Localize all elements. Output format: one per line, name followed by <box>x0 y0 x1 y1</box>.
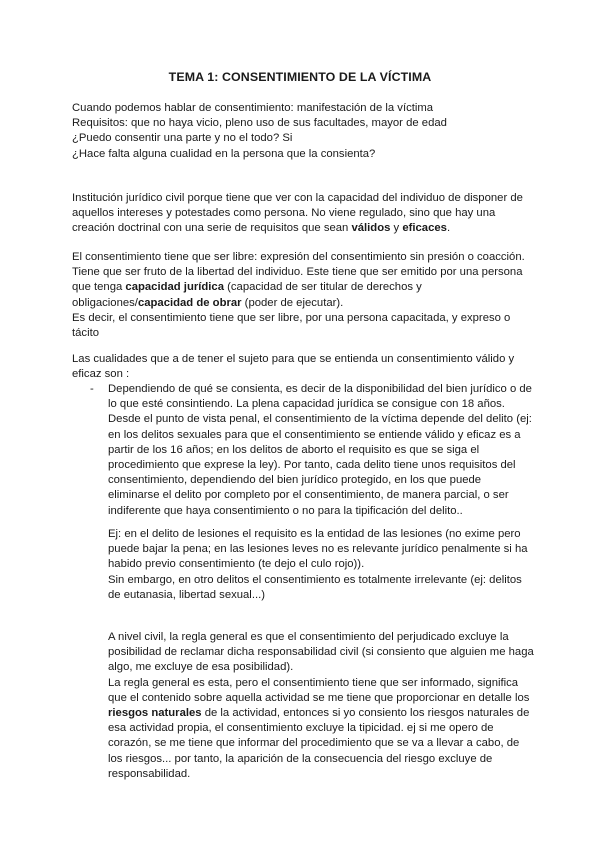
text-run: (capacidad de ser titular de derechos y <box>223 281 422 294</box>
text-run: . <box>446 222 451 235</box>
civil-line: algo, me excluye de esa posibilidad). <box>108 661 294 674</box>
bullet-line: Desde el punto de vista penal, el consentimiento de la víctima depende del delito (ej: <box>108 413 532 426</box>
text-run: obligaciones/ <box>72 296 138 309</box>
intro-block <box>72 101 530 162</box>
civil-line: los riesgos... por tanto, la aparición de la consecuencia del riesgo excluye de <box>108 752 493 765</box>
civil-line: posibilidad de reclamar dicha responsabilidad civil (si consiento que alguien me haga <box>108 646 534 659</box>
list-bullet-dash: - <box>90 383 94 395</box>
paragraph-line <box>72 296 530 311</box>
bullet-line: procedimiento que exprese la ley). Por tanto, cada delito tiene unos requisitos del <box>108 459 516 472</box>
bold-term: válidos <box>351 222 391 235</box>
intro-line: Cuando podemos hablar de consentimiento: manifestación de la víctima <box>72 102 434 114</box>
paragraph-line: Es decir, el consentimiento tiene que ser libre, por una persona capacitada, y expreso o <box>72 311 511 324</box>
bullet-item <box>108 382 530 519</box>
page-title: TEMA 1: CONSENTIMIENTO DE LA VÍCTIMA <box>168 70 432 84</box>
text-run: que tenga <box>72 281 126 294</box>
example-line: Ej: en el delito de lesiones el requisito es la entidad de las lesiones (no exime pero <box>108 528 521 540</box>
bold-term: capacidad jurídica <box>125 281 224 294</box>
paragraph-line <box>72 221 530 236</box>
paragraph-cualidades <box>72 352 530 382</box>
paragraph-line: Las cualidades que a de tener el sujeto para que se entienda un consentimiento válido y <box>72 353 515 365</box>
paragraph-line: El consentimiento tiene que ser libre: expresión del consentimiento sin presión o coacción. <box>72 251 525 263</box>
civil-line: esa actividad propia, el consentimiento excluye la tipicidad. ej si me opero de <box>108 722 494 735</box>
bullet-line: partir de los 16 años; en los delitos de aborto el requisito es que se siga el <box>108 443 480 456</box>
civil-line <box>108 706 530 721</box>
paragraph-libre <box>72 250 530 341</box>
bullet-line: eliminarse el delito por completo por el consentimiento, de manera parcial, o ser <box>108 489 509 502</box>
civil-line: A nivel civil, la regla general es que el consentimiento del perjudicado excluye la <box>108 631 509 643</box>
paragraph-line: Tiene que ser fruto de la libertad del individuo. Este tiene que ser emitido por una persona <box>72 266 523 279</box>
paragraph-line: eficaz son : <box>72 368 130 381</box>
paragraph-line: aquellos intereses y potestades como persona. No viene regulado, sino que hay una <box>72 207 496 220</box>
bullet-line: lo que esté consintiendo. La plena capacidad jurídica se consigue con 18 años. <box>108 398 505 411</box>
paragraph-line: tácito <box>72 327 100 340</box>
bullet-line: en los delitos sexuales para que el consentimiento se entiende válido y eficaz es a <box>108 428 521 441</box>
civil-line: La regla general es esta, pero el consentimiento tiene que ser informado, significa <box>108 676 519 689</box>
bold-term: capacidad de obrar <box>137 296 242 309</box>
bullet-line: Dependiendo de qué se consienta, es decir de la disponibilidad del bien jurídico o de <box>108 383 532 395</box>
paragraph-institucion <box>72 191 530 237</box>
bullet-line: consentimiento, dependiendo del bien jurídico protegido, en los que puede <box>108 474 482 487</box>
paragraph-line: Institución jurídico civil porque tiene que ver con la capacidad del individuo de disponer de <box>72 192 523 204</box>
text-run: creación doctrinal con una serie de requisitos que sean <box>72 222 352 235</box>
example-line: puede bajar la pena; en las lesiones leves no es relevante jurídico penalmente si ha <box>108 543 528 556</box>
intro-line: ¿Puedo consentir una parte y no el todo? Si <box>72 132 293 145</box>
intro-line: ¿Hace falta alguna cualidad en la persona que la consienta? <box>72 147 376 160</box>
civil-block <box>108 630 534 782</box>
example-line: Sin embargo, en otro delitos el consentimiento es totalmente irrelevante (ej: delitos <box>108 573 522 586</box>
bullet-line: indiferente que haya consentimiento o no para la tipificación del delito.. <box>108 504 463 517</box>
civil-line: corazón, se me tiene que informar del procedimiento que se va a llevar a cabo, de <box>108 737 520 750</box>
bold-term: riesgos naturales <box>108 707 202 720</box>
intro-line: Requisitos: que no haya vicio, pleno uso de sus facultades, mayor de edad <box>72 117 447 130</box>
paragraph-line <box>72 280 530 295</box>
civil-line: responsabilidad. <box>108 767 191 780</box>
bold-term: eficaces <box>402 222 447 235</box>
text-run: de la actividad, entonces si yo consiento los riesgos naturales de <box>201 707 530 720</box>
example-line: de eutanasia, libertad sexual...) <box>108 588 265 601</box>
example-block <box>108 527 530 603</box>
text-run: y <box>390 222 403 235</box>
text-run: (poder de ejecutar). <box>241 296 344 309</box>
civil-line: que el contenido sobre aquella actividad se me tiene que proporcionar en detalle los <box>108 691 530 704</box>
example-line: habido previo consentimiento (te dejo el culo rojo)). <box>108 558 365 571</box>
